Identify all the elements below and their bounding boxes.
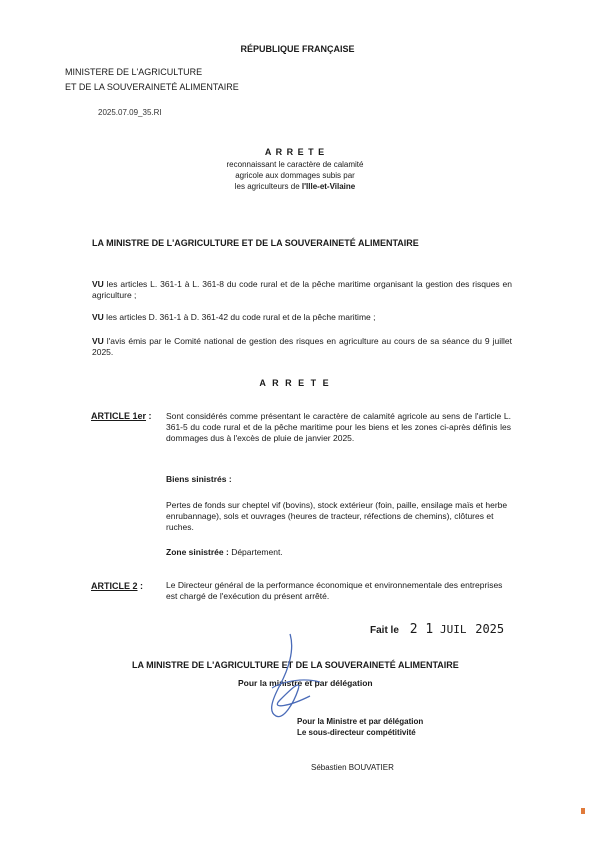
page-mark bbox=[581, 808, 585, 814]
visa-vu: VU bbox=[92, 312, 104, 322]
article-1-label-wrap bbox=[91, 411, 152, 422]
stamp-line-1: Pour la Ministre et par délégation bbox=[297, 717, 424, 726]
title-line-1: reconnaissant le caractère de calamité bbox=[226, 160, 364, 169]
article-1-label: ARTICLE 1er bbox=[91, 411, 147, 421]
date-line bbox=[370, 622, 504, 638]
zone-value: Département. bbox=[228, 547, 283, 557]
biens-sinistres-label: Biens sinistrés : bbox=[166, 474, 232, 484]
visa-text: les articles L. 361-1 à L. 361-8 du code rural et de la pêche maritime organisant la gestion des risques en agriculture ; bbox=[92, 279, 512, 300]
zone-label: Zone sinistrée : bbox=[166, 547, 229, 557]
article-2-text: Le Directeur général de la performance économique et environnementale des entreprises est chargé de l'exécution du présent arrêté. bbox=[166, 580, 503, 601]
arrete-heading: A R R E T E bbox=[259, 378, 331, 388]
handwritten-signature bbox=[250, 630, 370, 730]
date-prefix: Fait le bbox=[370, 625, 399, 636]
visa-2 bbox=[92, 312, 512, 323]
minister-heading: LA MINISTRE DE L'AGRICULTURE ET DE LA SOUVERAINETÉ ALIMENTAIRE bbox=[92, 238, 419, 248]
visa-1 bbox=[92, 279, 512, 301]
article-2-colon: : bbox=[137, 581, 144, 591]
ministry-line-2: ET DE LA SOUVERAINETÉ ALIMENTAIRE bbox=[65, 82, 239, 92]
article-2-label: ARTICLE 2 bbox=[91, 581, 138, 591]
visa-vu: VU bbox=[92, 336, 104, 346]
title-line-3 bbox=[170, 182, 420, 192]
article-1-colon: : bbox=[146, 411, 152, 421]
visa-text: les articles D. 361-1 à D. 361-42 du code rural et de la pêche maritime ; bbox=[103, 312, 376, 322]
biens-sinistres-text: Pertes de fonds sur cheptel vif (bovins), stock extérieur (foin, paille, ensilage maïs et herbe enrubannage), sols et ouvrages (heures de tracteur, réfections de chemins), clôtures et ruches. bbox=[166, 500, 508, 532]
arrete-title: A R R E T E bbox=[264, 147, 326, 157]
title-line-3-prefix: les agriculteurs de bbox=[234, 182, 302, 191]
delegation-line: Pour la ministre et par délégation bbox=[238, 678, 373, 688]
title-line-2: agricole aux dommages subis par bbox=[235, 171, 355, 180]
ministry-line-1: MINISTERE DE L'AGRICULTURE bbox=[65, 67, 203, 77]
stamp-line-2: Le sous-directeur compétitivité bbox=[297, 728, 416, 737]
date-month: JUIL bbox=[439, 623, 467, 636]
department-name: l'Ille-et-Vilaine bbox=[301, 182, 356, 191]
signer-name: Sébastien BOUVATIER bbox=[311, 763, 394, 772]
signature-minister-title: LA MINISTRE DE L'AGRICULTURE ET DE LA SOUVERAINETÉ ALIMENTAIRE bbox=[132, 660, 459, 670]
visa-3 bbox=[92, 336, 512, 358]
date-day: 2 1 bbox=[409, 622, 434, 637]
visa-text: l'avis émis par le Comité national de gestion des risques en agriculture au cours de sa séance du 9 juillet 2025. bbox=[92, 336, 512, 357]
zone-sinistree bbox=[166, 547, 283, 558]
article-1-text: Sont considérés comme présentant le caractère de calamité agricole au sens de l'article L. 361-5 du code rural et de la pêche maritime pour les biens et les zones ci-après définis les dommages dus à l'excès de pluie de janvier 2025. bbox=[166, 411, 511, 443]
article-2-label-wrap bbox=[91, 581, 143, 592]
document-reference: 2025.07.09_35.RI bbox=[98, 108, 162, 117]
visa-vu: VU bbox=[92, 279, 104, 289]
republic-heading: RÉPUBLIQUE FRANÇAISE bbox=[240, 44, 355, 54]
date-year: 2025 bbox=[475, 622, 505, 636]
